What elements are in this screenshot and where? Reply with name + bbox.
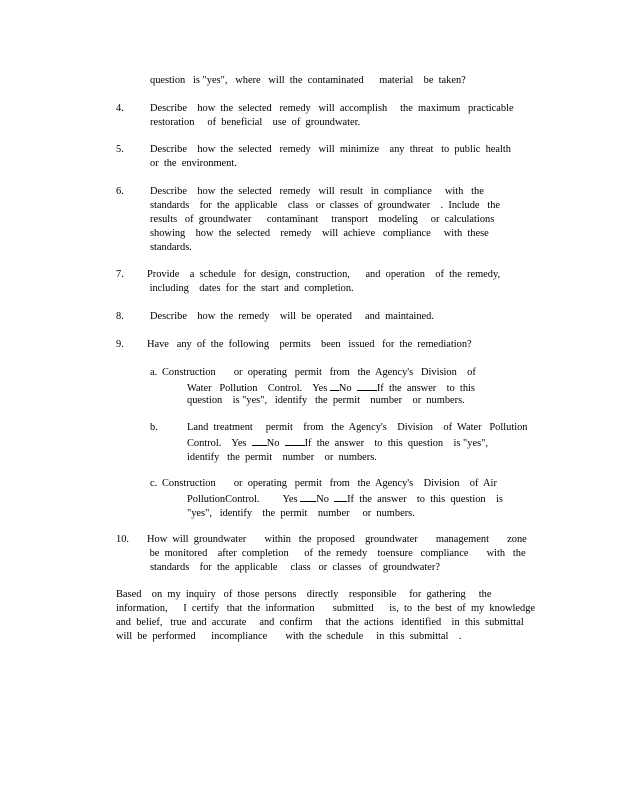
item-9c-lines-2-3: PollutionControl. Yes No If the answer to this question is "yes", identify the permit number or numbers.	[187, 491, 503, 521]
item-10-number: 10.	[116, 534, 129, 545]
item-6-text: Describe how the selected remedy will result in compliance with the standards for the applicable class or classes of groundwater . Include the results of groundwater contaminant transport modeling or calculations showing how the selected remedy will achieve compliance with these standards.	[150, 186, 500, 253]
blank-line[interactable]	[334, 491, 347, 502]
item-4-number: 4.	[116, 103, 124, 114]
blank-line[interactable]	[300, 491, 316, 502]
item-6-number: 6.	[116, 186, 124, 197]
item-9c-label: c.	[150, 478, 158, 489]
item-7-text: Provide a schedule for design, construction, and operation of the remedy, including dates for the start and completion.	[147, 269, 501, 294]
item-9c-line-1: Construction or operating permit from the Agency's Division of Air	[162, 478, 497, 489]
item-9a-label: a.	[150, 367, 158, 378]
item-3-continuation: question is "yes", where will the contaminated material be taken?	[150, 75, 466, 86]
item-4-text: Describe how the selected remedy will accomplish the maximum practicable restoration of beneficial use of groundwater.	[150, 103, 514, 128]
certification-paragraph: Based on my inquiry of those persons directly responsible for gathering the information, I certify that the information submitted is, to the best of my knowledge and belief, true and accurate and confirm that the actions identified in this submittal will be performed incompliance with the schedule in this submittal .	[116, 589, 536, 642]
item-5-text: Describe how the selected remedy will minimize any threat to public health or the environment.	[150, 144, 511, 169]
blank-line[interactable]	[357, 380, 377, 391]
blank-line[interactable]	[330, 380, 339, 391]
blank-line[interactable]	[252, 435, 267, 446]
item-7-number: 7.	[116, 269, 124, 280]
item-9-number: 9.	[116, 339, 124, 350]
item-8-number: 8.	[116, 311, 124, 322]
item-9a-line-3: question is "yes", identify the permit number or numbers.	[187, 395, 465, 406]
item-8-text: Describe how the remedy will be operated and maintained.	[150, 311, 434, 322]
item-9-text: Have any of the following permits been issued for the remediation?	[147, 339, 472, 350]
item-9b-label: b.	[150, 422, 158, 433]
item-9a-line-1: Construction or operating permit from the Agency's Division of	[162, 367, 476, 378]
item-9a-line-2: Water Pollution Control. Yes No If the answer to this	[187, 380, 475, 396]
item-10-text: How will groundwater within the proposed groundwater management zone be monitored after completion of the remedy toensure compliance with the standards for the applicable class or classes of groundwater?	[147, 534, 527, 573]
blank-line[interactable]	[285, 435, 305, 446]
item-9b-text: Land treatment permit from the Agency's Division of Water Pollution Control. Yes No If the answer to this question is "yes", identify the permit number or numbers.	[187, 422, 528, 463]
item-5-number: 5.	[116, 144, 124, 155]
